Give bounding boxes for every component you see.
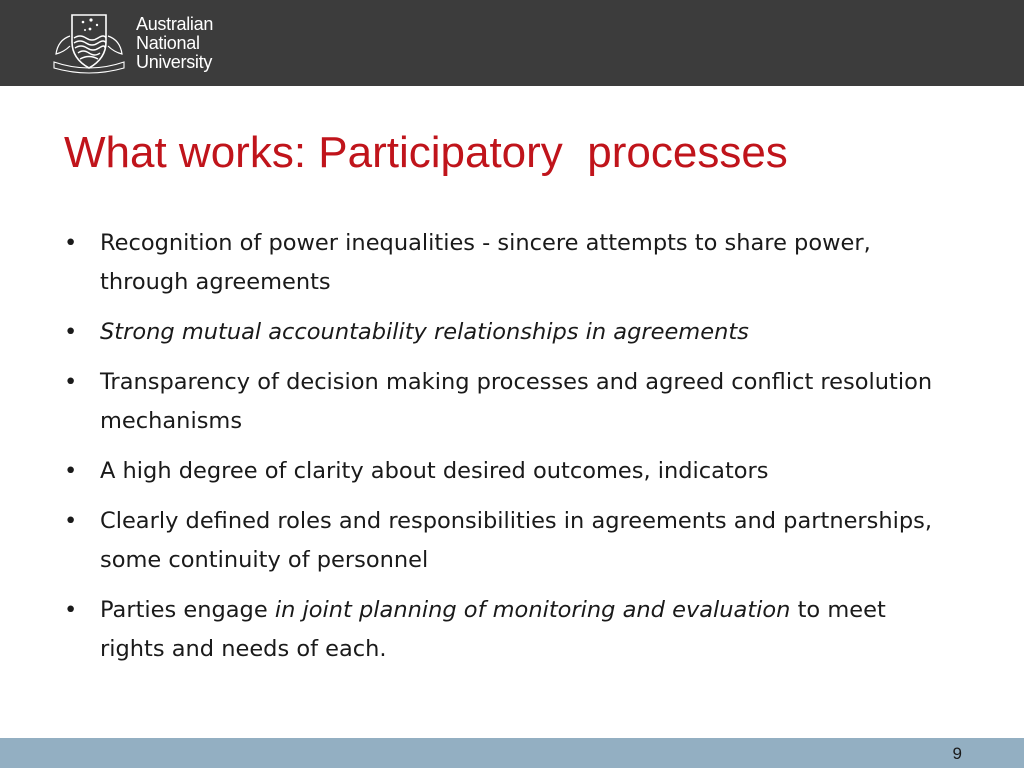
university-logo <box>52 12 232 74</box>
header-bar <box>0 0 1024 86</box>
bullet-text <box>100 458 769 484</box>
bullet-text <box>100 369 939 434</box>
bullet-text-run: Transparency of decision making processes and agreed conflict resolution mechanisms <box>100 369 940 434</box>
bullet-marker: • <box>64 319 78 345</box>
bullet-text-italic-run: in joint planning of monitoring and evaluation <box>274 597 791 623</box>
page-number: 9 <box>952 744 962 763</box>
bullet-item <box>64 591 964 669</box>
university-name-line-3: University <box>136 52 213 72</box>
bullet-text <box>100 319 749 345</box>
bullet-marker: • <box>64 597 78 623</box>
bullet-item <box>64 452 964 491</box>
slide-title: What works: Participatory processes <box>64 128 788 177</box>
bullet-marker: • <box>64 458 78 484</box>
bullet-text-italic-run: Strong mutual accountability relationships in agreements <box>100 319 749 345</box>
bullet-item <box>64 502 964 580</box>
bullet-marker: • <box>64 508 78 534</box>
university-name <box>136 15 213 72</box>
bullet-marker: • <box>64 369 78 395</box>
bullet-text <box>100 597 900 662</box>
university-name-line-1: Australian <box>136 14 214 34</box>
bullet-text-run: Clearly defined roles and responsibilities in agreements and partnerships, some continuity of personnel <box>100 508 940 573</box>
bullet-text-run: to meet rights and needs of each. <box>100 597 901 662</box>
footer-bar <box>0 738 1024 768</box>
bullet-text-run: A high degree of clarity about desired outcomes, indicators <box>100 458 769 484</box>
bullet-text <box>100 508 939 573</box>
university-name-line-2: National <box>136 33 200 53</box>
bullet-item <box>64 363 964 441</box>
bullet-text-run: Parties engage <box>100 597 275 623</box>
bullet-item <box>64 224 964 302</box>
bullet-item <box>64 313 964 352</box>
bullet-marker: • <box>64 230 78 256</box>
bullet-list <box>64 224 964 680</box>
anu-crest-icon <box>52 12 126 74</box>
bullet-text-run: Recognition of power inequalities - sincere attempts to share power, through agreements <box>100 230 878 295</box>
bullet-text <box>100 230 878 295</box>
